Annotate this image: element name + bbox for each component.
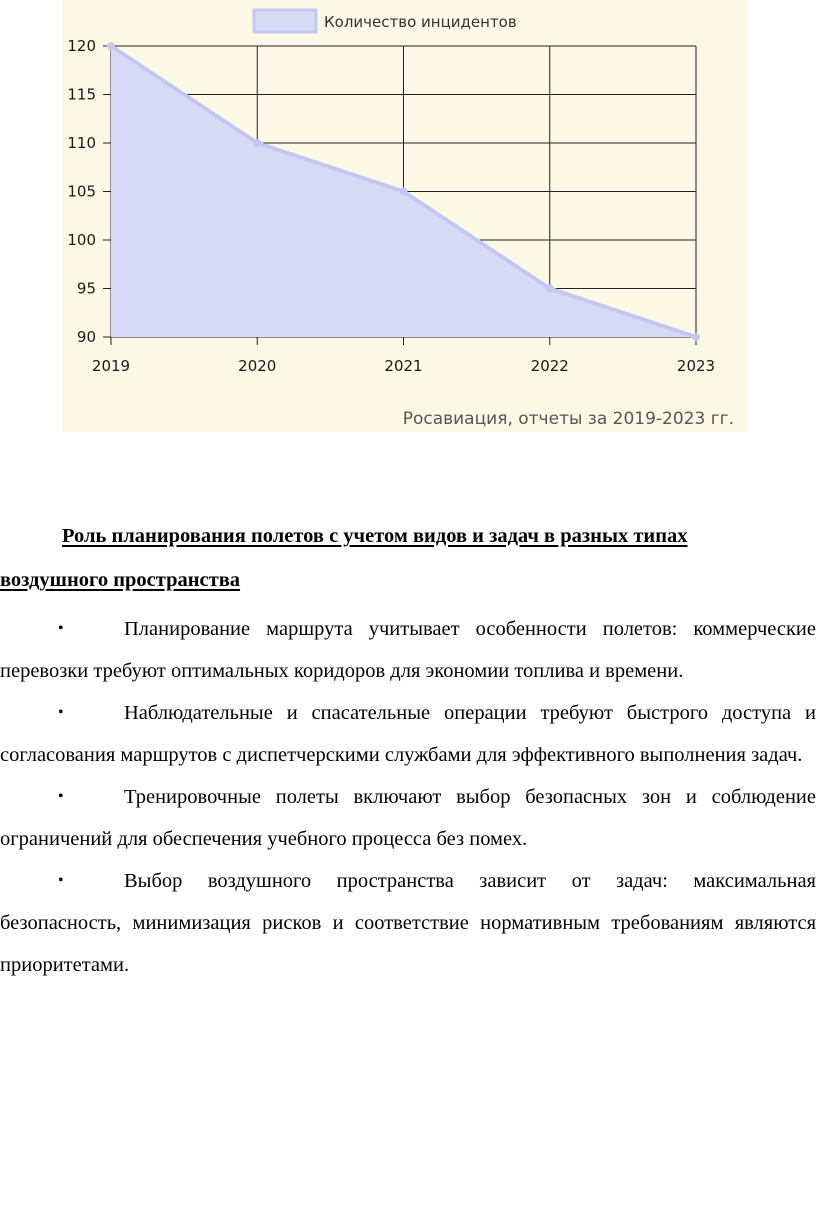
bullet-icon: • <box>58 788 64 805</box>
y-tick-label: 110 <box>67 134 96 152</box>
y-tick-label: 105 <box>67 182 96 201</box>
list-item-text: Наблюдательные и спасательные операции требуют быстрого доступа и согласования маршрутов с диспетчерскими службами для эффективного выполнения задач. <box>0 702 816 766</box>
x-tick-label: 2023 <box>676 357 716 375</box>
bullet-icon: • <box>58 620 64 637</box>
y-tick-label: 90 <box>76 328 96 346</box>
legend-label: Количество инцидентов <box>324 13 517 31</box>
x-tick-label: 2020 <box>238 357 277 375</box>
legend-swatch <box>254 10 316 32</box>
chart-legend <box>254 10 517 32</box>
section-heading-line1: Роль планирования полетов с учетом видов и задач в разных типах <box>62 525 688 547</box>
y-tick-label: 95 <box>76 279 96 298</box>
list-item <box>0 776 816 860</box>
list-item <box>0 692 816 776</box>
x-tick-label: 2022 <box>530 357 569 375</box>
data-point <box>400 188 408 196</box>
bullet-icon: • <box>58 872 64 889</box>
data-point <box>692 333 700 341</box>
x-tick-label: 2021 <box>384 357 423 375</box>
section-heading <box>0 514 816 602</box>
x-tick-label: 2019 <box>91 357 131 375</box>
list-item <box>0 608 816 692</box>
incidents-chart <box>0 0 816 440</box>
y-tick-label: 115 <box>67 85 96 104</box>
y-tick-label: 120 <box>67 37 96 55</box>
list-item <box>0 860 816 986</box>
list-item-text: Планирование маршрута учитывает особенности полетов: коммерческие перевозки требуют оптимальных коридоров для экономии топлива и времени. <box>0 618 816 682</box>
data-point <box>107 42 115 50</box>
bullet-list <box>0 608 816 986</box>
chart-source-note: Росавиация, отчеты за 2019-2023 гг. <box>402 409 734 429</box>
list-item-text: Выбор воздушного пространства зависит от задач: максимальная безопасность, минимизация рисков и соответствие нормативным требованиям являются приоритетами. <box>0 870 816 976</box>
data-point <box>546 285 554 293</box>
list-item-text: Тренировочные полеты включают выбор безопасных зон и соблюдение ограничений для обеспечения учебного процесса без помех. <box>0 786 816 850</box>
section-heading-line2: воздушного пространства <box>0 569 241 591</box>
bullet-icon: • <box>58 704 64 721</box>
y-tick-label: 100 <box>67 231 96 249</box>
data-point <box>253 139 261 147</box>
